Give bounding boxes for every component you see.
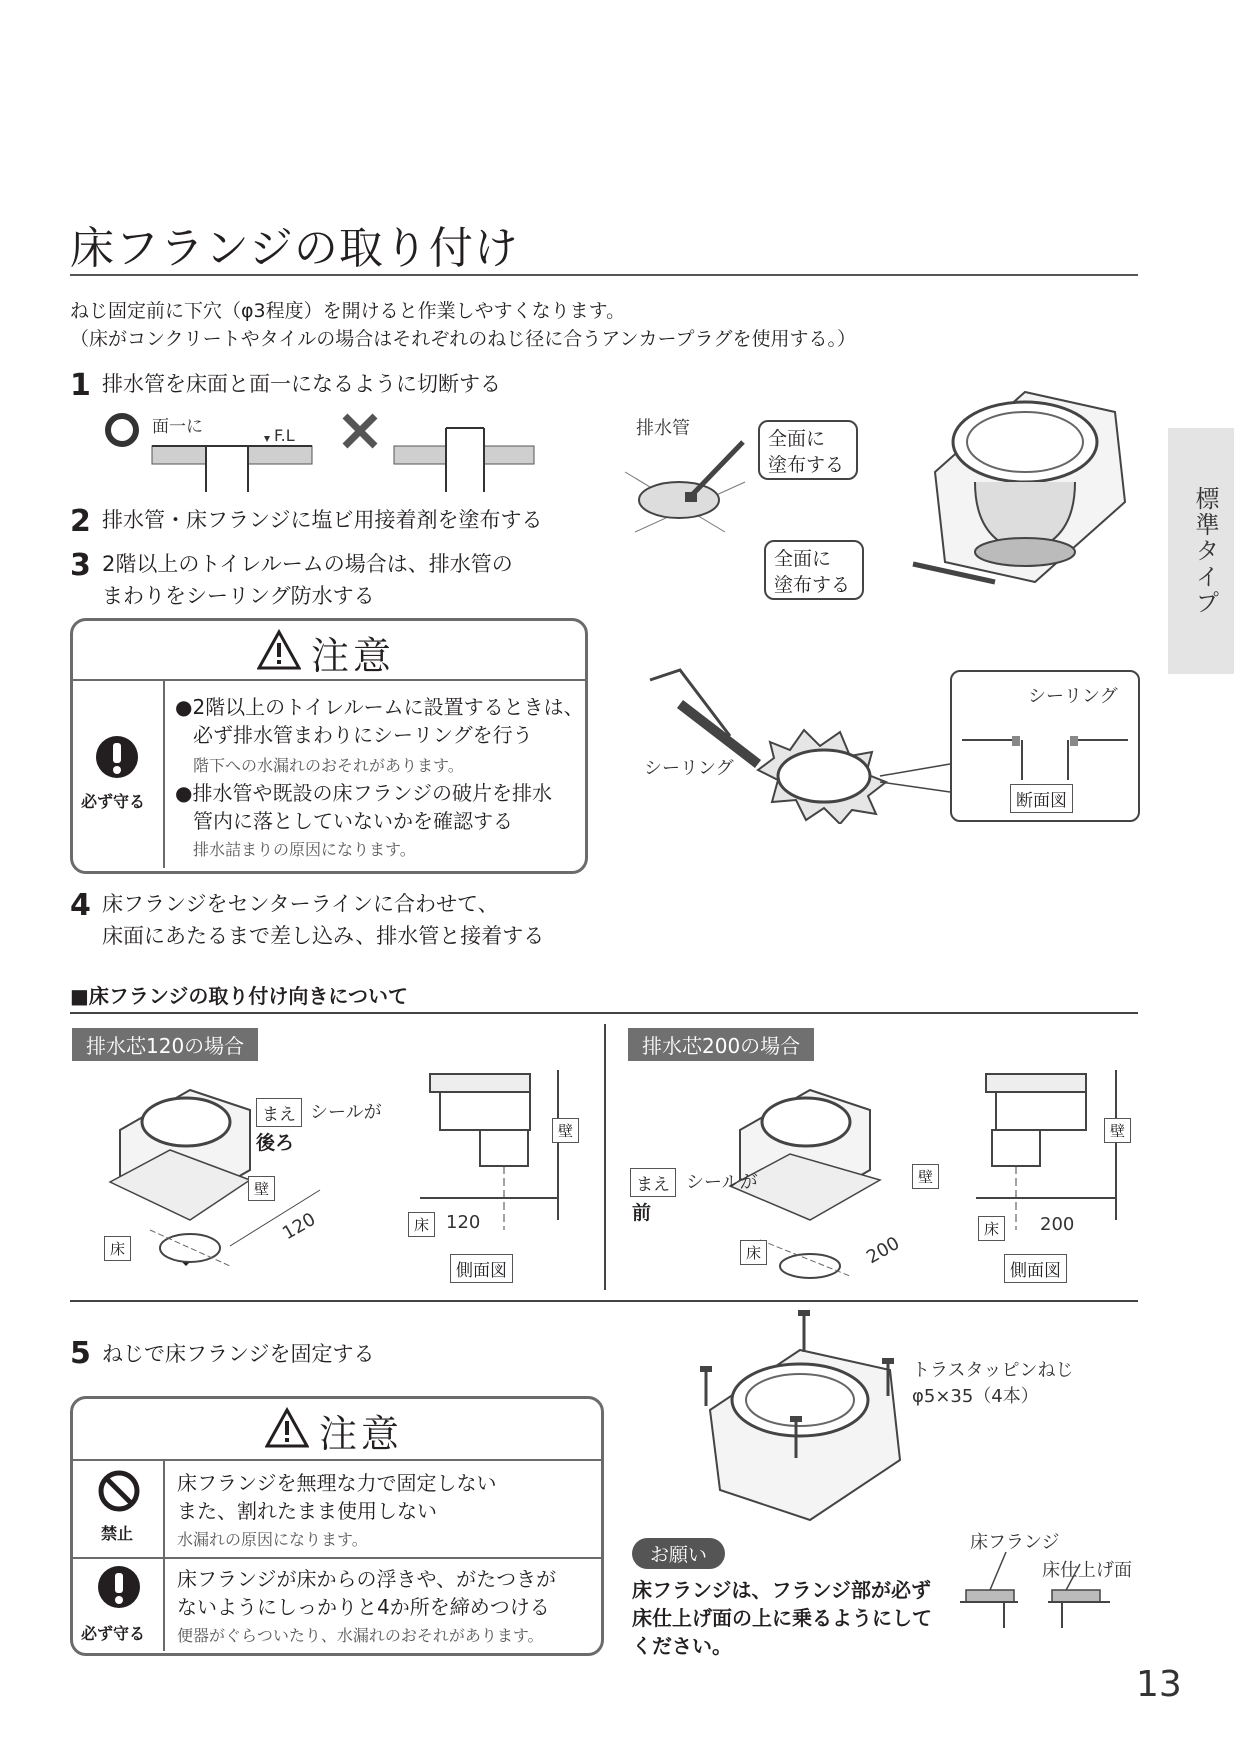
intro-line-2: （床がコンクリートやタイルの場合はそれぞれのねじ径に合うアンカープラグを使用する。） [70,328,857,350]
section-view-inset [950,670,1140,822]
side-tab-label: 標準タイプ [1191,486,1219,616]
step-3-line-2: まわりをシーリング防水する [102,584,375,608]
caution-2-row-1-line-1: 床フランジを無理な力で固定しない [177,1471,497,1495]
apply-callout-2-line-1: 全面に [774,548,832,570]
mandatory-label: 必ず守る [81,1624,146,1643]
step-2-number: 2 [70,504,91,539]
request-line-2: 床仕上げ面の上に乗るようにして [632,1606,932,1630]
case-200-side-dimension: 200 [1040,1214,1075,1235]
step-4-line-2: 床面にあたるまで差し込み、排水管と接着する [102,924,545,948]
caution-2-row-2-line-1: 床フランジが床からの浮きや、がたつきが [177,1567,557,1591]
caution-box-1 [70,618,588,874]
case-200-direction: 前 [632,1202,652,1224]
sealing-label: シーリング [644,758,734,779]
orientation-bottom-divider [70,1300,1138,1302]
mandatory-icon [97,1565,141,1609]
step-2-text: 排水管・床フランジに塩ビ用接着剤を塗布する [102,508,543,532]
case-200-dimension: 200 [863,1232,904,1269]
caution-2-row-2-icon [73,1559,165,1651]
caution-2-header [73,1399,601,1461]
page-title: 床フランジの取り付け [70,223,519,274]
screw-fixing-figure [690,1310,930,1540]
flush-label: 面一に [152,417,203,437]
case-200-seal-text: シールが [686,1172,758,1193]
caution-2-row-1-icon [73,1461,165,1559]
screw-spec-line-2: φ5×35（4本） [912,1386,1039,1407]
caution-2-row-1-note: 水漏れの原因になります。 [177,1530,368,1549]
section-view-drawing [962,720,1128,780]
request-line-1: 床フランジは、フランジ部が必ず [632,1578,931,1602]
step-3-line-1: 2階以上のトイレルームの場合は、排水管の [102,552,513,576]
floor-finish-label: 床仕上げ面 [1042,1560,1132,1581]
caution-box-2 [70,1396,604,1656]
orientation-heading: ■床フランジの取り付け向きについて [70,984,408,1008]
adhesive-figure [615,372,1145,612]
caution-1-item-1-note: 階下への水漏れのおそれがあります。 [193,756,464,775]
prohibited-icon [97,1469,141,1513]
step-1-number: 1 [70,368,91,403]
apply-callout-1-line-2: 塗布する [768,454,845,476]
caution-1-item-2-note: 排水詰まりの原因になります。 [193,840,416,859]
orientation-column-divider [604,1024,606,1290]
flange-section-figure [960,1548,1130,1628]
sealing-inset-label: シーリング [1028,686,1118,707]
caution-2-row-2-line-2: ないようにしっかりと4か所を締めつける [177,1595,550,1619]
mandatory-icon [95,735,139,779]
fl-label: F.L [274,426,295,445]
apply-callout-1-line-1: 全面に [768,428,826,450]
case-120-tag: 排水芯120の場合 [72,1028,258,1061]
intro-line-1: ねじ固定前に下穴（φ3程度）を開けると作業しやすくなります。 [70,300,626,322]
caution-2-title: 注意 [319,1412,404,1456]
caution-1-item-2-line-1: ●排水管や既設の床フランジの破片を排水 [175,781,552,805]
caution-1-item-2-line-2: 管内に落としていないかを確認する [193,809,513,833]
prohibited-label: 禁止 [101,1524,134,1543]
caution-1-item-1-line-1: ●2階以上のトイレルームに設置するときは、 [175,695,584,719]
case-120-mae-sticker: まえ [256,1098,302,1127]
step-5-number: 5 [70,1336,91,1371]
case-120-dimension: 120 [279,1208,320,1245]
step-1-text: 排水管を床面と面一になるように切断する [102,372,501,396]
case-200-wall-label: 壁 [912,1164,939,1189]
step-5-text: ねじで床フランジを固定する [102,1342,375,1366]
case-120-direction: 後ろ [256,1132,295,1154]
case-120-side-wall-label: 壁 [552,1118,579,1143]
caution-1-title: 注意 [311,634,396,678]
title-divider [70,274,1138,276]
page-number: 13 [1136,1664,1182,1705]
drain-pipe-label: 排水管 [636,418,690,439]
section-side-tab [1168,428,1234,674]
warning-triangle-icon [265,1407,309,1449]
case-120-side-floor-label: 床 [408,1212,435,1237]
case-120-seal-text: シールが [310,1102,382,1123]
caution-1-header [73,621,585,681]
case-120-wall-label: 壁 [248,1176,275,1201]
apply-callout-2 [764,540,864,600]
case-120-side-view-label: 側面図 [450,1254,513,1283]
mandatory-label: 必ず守る [81,792,146,811]
case-200-side-view-label: 側面図 [1004,1254,1067,1283]
case-120-side-view [420,1070,580,1240]
ok-mark-icon [108,416,136,444]
caution-2-row-divider [163,1557,601,1559]
step-4-number: 4 [70,888,91,923]
apply-callout-1 [758,420,858,480]
case-200-side-floor-label: 床 [978,1216,1005,1241]
section-view-label: 断面図 [1010,784,1073,813]
caution-1-icon-column [73,681,165,868]
case-200-side-wall-label: 壁 [1104,1118,1131,1143]
apply-callout-2-line-2: 塗布する [774,574,851,596]
warning-triangle-icon [257,629,301,671]
orientation-divider [70,1012,1138,1014]
case-200-floor-label: 床 [740,1240,767,1265]
case-120-side-dimension: 120 [446,1212,481,1233]
caution-2-row-1-line-2: また、割れたまま使用しない [177,1499,437,1523]
step-3-number: 3 [70,548,91,583]
request-badge: お願い [632,1538,725,1569]
screw-spec-line-1: トラスタッピンねじ [912,1360,1074,1381]
flange-label: 床フランジ [970,1532,1060,1553]
request-line-3: ください。 [632,1634,732,1658]
step-4-line-1: 床フランジをセンターラインに合わせて、 [102,892,499,916]
case-200-tag: 排水芯200の場合 [628,1028,814,1061]
case-120-floor-label: 床 [104,1236,131,1261]
case-200-mae-sticker: まえ [630,1168,676,1197]
caution-2-row-2-note: 便器がぐらついたり、水漏れのおそれがあります。 [177,1626,544,1645]
caution-1-item-1-line-2: 必ず排水管まわりにシーリングを行う [193,723,533,747]
